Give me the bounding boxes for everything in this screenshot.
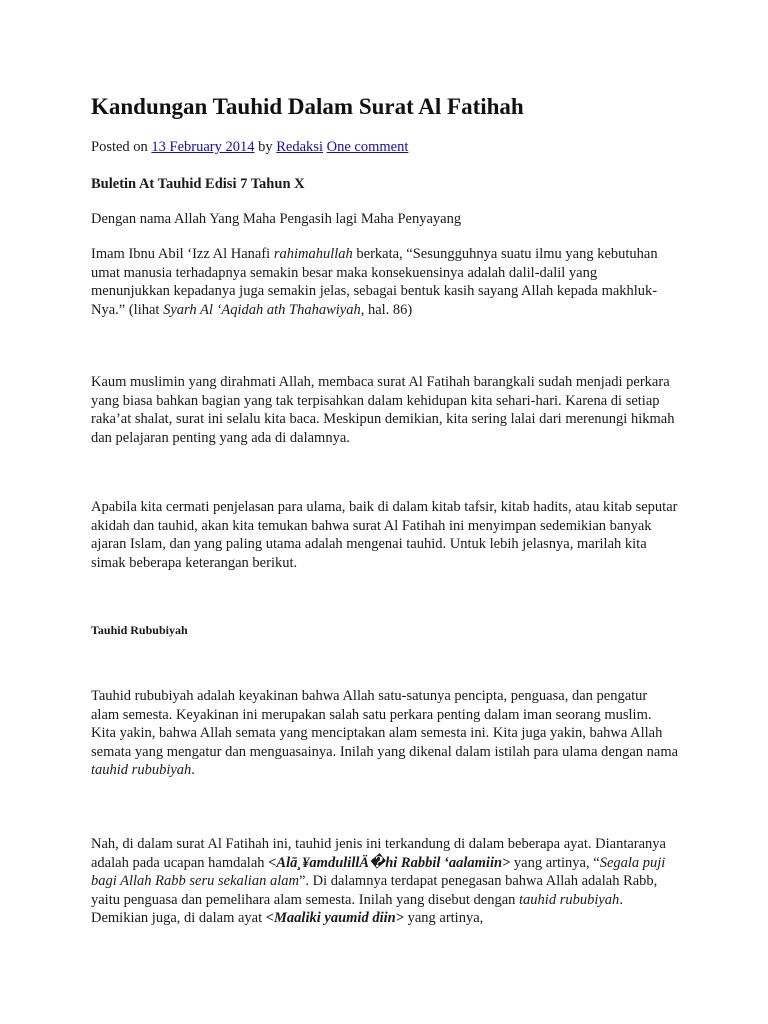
fatihah-paragraph [91,835,679,928]
post-date-link[interactable]: 13 February 2014 [151,139,255,155]
intro-paragraph: Kaum muslimin yang dirahmati Allah, membaca surat Al Fatihah barangkali sudah menjadi perkara yang biasa bahkan bagian yang tak terpisahkan dalam kehidupan kita sehari-hari. Karena di setiap raka’at shalat, surat ini selalu kita baca. Meskipun demikian, kita sering lalai dari merenungi hikmah dan pelajaran penting yang ada di dalamnya. [91,374,675,446]
text-run: ”. Di dalamnya terdapat penegasan bahwa Allah adalah Rabb, yaitu penguasa dan pemelihara alam semesta. Inilah yang disebut dengan [91,873,658,908]
text-run: berkata, “Sesungguhnya suatu ilmu yang kebutuhan umat manusia terhadapnya semakin besar maka konsekuensinya adalah dalil-dalil yang menunjukkan kepadanya juga semakin jelas, sebagai bentuk kasih sayang Allah kepada makhluk-Nya.” (lihat [91,246,658,318]
italic-term: tauhid rububiyah [519,891,620,908]
text-run: yang artinya, [403,910,484,927]
section-heading: Tauhid Rububiyah [91,623,188,637]
text-run: Tauhid rububiyah adalah keyakinan bahwa Allah satu-satunya pencipta, penguasa, dan pengatur alam semesta. Keyakinan ini merupakan salah satu perkara penting dalam iman seorang muslim. Kita yakin, bahwa Allah semata yang menciptakan alam semesta ini. Kita juga yakin, bahwa Allah semata yang mengatur dan menguasainya. Inilah yang dikenal dalam istilah para ulama dengan nama [91,688,679,760]
italic-term: tauhid rububiyah [91,762,192,779]
text-run: Nah, di dalam surat Al Fatihah ini, tauhid jenis ini terkandung di dalam beberapa ayat. Diantaranya adalah pada ucapan hamdalah [91,836,666,871]
by-label: by [258,139,273,155]
italic-term: rahimahullah [273,246,353,262]
book-title: Syarh Al ‘Aqidah ath Thahawiyah [163,301,361,318]
article-title: Kandungan Tauhid Dalam Surat Al Fatihah [91,94,524,119]
text-run: . [191,762,195,779]
text-run: Imam Ibnu Abil ‘Izz Al Hanafi [91,246,274,262]
text-run: yang artinya, “ [510,854,600,871]
arabic-transliteration: <Alā¸¥amdulillÄ�hi Rabbil ‘aalamiin> [268,854,511,871]
translation-text: Segala puji bagi Allah Rabb seru sekalian alam [91,854,666,890]
author-link[interactable]: Redaksi [276,139,323,155]
opening-paragraph: Dengan nama Allah Yang Maha Pengasih lagi Maha Penyayang [91,211,462,227]
scholars-paragraph: Apabila kita cermati penjelasan para ulama, baik di dalam kitab tafsir, kitab hadits, atau kitab seputar akidah dan tauhid, akan kita temukan bahwa surat Al Fatihah ini menyimpan sedemikian banyak ajaran Islam, dan yang paling utama adalah mengenai tauhid. Untuk lebih jelasnya, marilah kita simak beberapa keterangan berikut. [91,499,678,571]
posted-on-label: Posted on [91,139,148,155]
rububiyah-paragraph [91,687,679,780]
text-run: . Demikian juga, di dalam ayat [91,891,623,927]
post-meta [91,137,679,157]
bulletin-label: Buletin At Tauhid Edisi 7 Tahun X [91,176,305,192]
text-run: , hal. 86) [360,301,413,318]
arabic-transliteration: <Maaliki yaumid diin> [265,910,404,927]
quote-paragraph [91,245,679,319]
comments-link[interactable]: One comment [326,139,409,155]
